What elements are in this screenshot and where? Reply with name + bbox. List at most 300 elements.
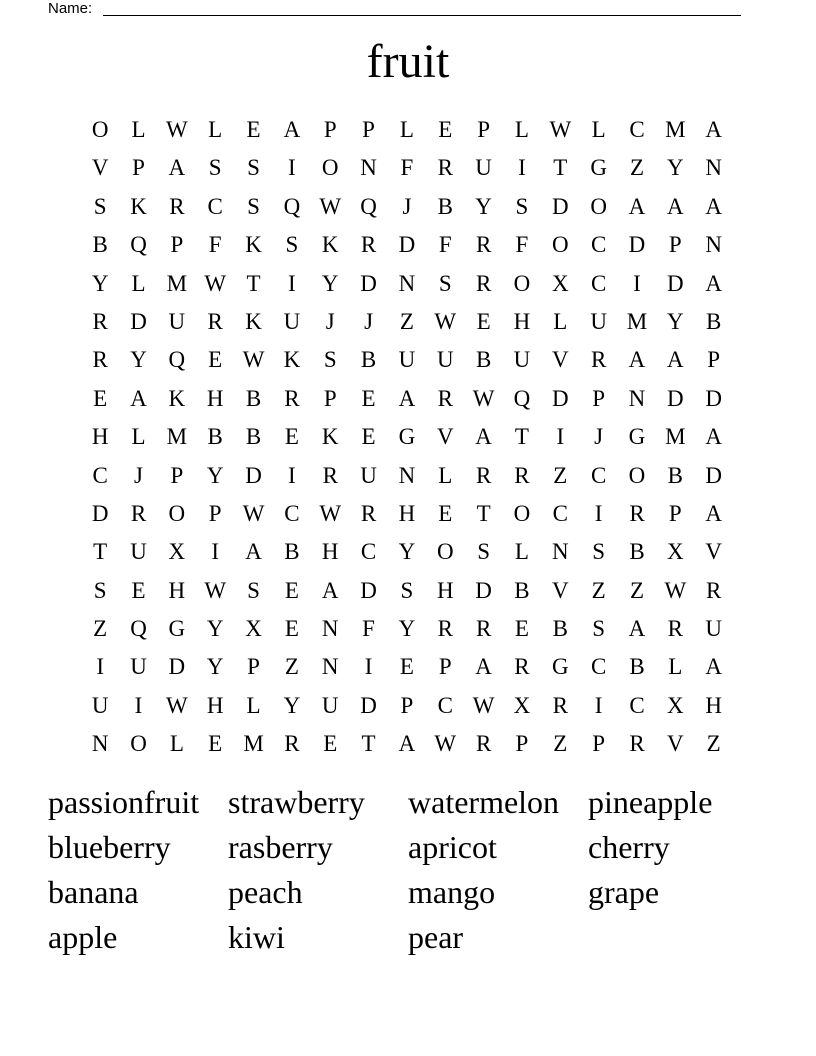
grid-letter: K	[130, 193, 147, 219]
word-list-item: cherry	[588, 829, 670, 865]
grid-letter: D	[551, 385, 569, 411]
grid-letter: H	[705, 692, 722, 718]
grid-letter: M	[166, 424, 188, 450]
grid-letter: P	[247, 654, 260, 680]
grid-letter: F	[400, 155, 414, 181]
grid-letter: A	[667, 347, 684, 373]
grid-letter: D	[628, 232, 646, 258]
grid-letter: Y	[475, 193, 492, 219]
grid-letter: W	[319, 500, 342, 526]
grid-letter: W	[664, 577, 687, 603]
grid-letter: Y	[321, 270, 339, 296]
grid-letter: L	[131, 270, 146, 296]
grid-letter: R	[475, 616, 492, 642]
grid-letter: S	[93, 193, 107, 219]
grid-letter: R	[437, 385, 453, 411]
grid-letter: L	[438, 462, 453, 488]
grid-letter: T	[514, 424, 529, 450]
grid-letter: D	[360, 692, 377, 718]
word-list-item: blueberry	[48, 829, 171, 865]
grid-letter: W	[434, 731, 457, 757]
grid-letter: P	[400, 692, 414, 718]
grid-letter: V	[91, 155, 109, 181]
word-list-item: pineapple	[588, 784, 713, 820]
grid-row	[81, 533, 733, 571]
grid-row	[81, 687, 733, 725]
grid-letter: D	[705, 385, 722, 411]
grid-letter: I	[211, 539, 220, 565]
grid-letter: D	[398, 232, 416, 258]
grid-letter: C	[629, 117, 645, 142]
grid-letter: X	[667, 692, 684, 718]
grid-letter: S	[93, 577, 107, 603]
grid-letter: P	[592, 731, 606, 757]
grid-letter: K	[321, 232, 339, 258]
grid-letter: B	[207, 424, 223, 450]
grid-letter: H	[321, 539, 339, 565]
grid-row	[81, 341, 733, 379]
grid-letter: F	[438, 232, 452, 258]
grid-letter: W	[166, 117, 188, 142]
grid-letter: N	[705, 232, 722, 258]
grid-letter: B	[92, 232, 108, 258]
grid-letter: A	[168, 155, 186, 181]
grid-letter: B	[706, 308, 722, 334]
grid-letter: B	[245, 385, 262, 411]
grid-letter: V	[667, 731, 684, 757]
grid-letter: V	[705, 539, 722, 565]
grid-letter: K	[168, 385, 186, 411]
grid-letter: P	[707, 347, 721, 373]
grid-letter: X	[513, 692, 531, 718]
grid-letter: H	[91, 424, 109, 450]
grid-letter: N	[91, 731, 109, 757]
word-list-item: banana	[48, 874, 139, 910]
grid-letter: S	[323, 347, 337, 373]
grid-letter: Y	[398, 539, 416, 565]
grid-letter: S	[592, 539, 606, 565]
grid-letter: B	[667, 462, 683, 488]
grid-letter: Y	[398, 616, 416, 642]
grid-row	[81, 610, 733, 648]
grid-letter: N	[398, 270, 416, 296]
grid-letter: K	[245, 232, 262, 258]
grid-letter: D	[91, 500, 109, 526]
grid-letter: Q	[130, 232, 147, 258]
grid-letter: A	[667, 193, 684, 219]
grid-letter: R	[590, 347, 607, 373]
grid-letter: R	[92, 308, 108, 334]
grid-letter: C	[207, 193, 223, 219]
grid-letter: A	[475, 654, 492, 680]
grid-letter: H	[206, 692, 224, 718]
grid-row	[81, 303, 733, 341]
grid-letter: I	[96, 654, 104, 680]
grid-letter: X	[667, 539, 684, 565]
grid-letter: U	[321, 692, 339, 718]
grid-letter: P	[170, 232, 184, 258]
grid-letter: A	[705, 500, 722, 526]
grid-letter: W	[204, 577, 227, 603]
grid-letter: A	[705, 270, 722, 296]
grid-letter: Y	[206, 462, 224, 488]
grid-letter: E	[284, 616, 299, 642]
grid-letter: P	[477, 117, 490, 142]
grid-letter: O	[130, 731, 147, 757]
word-list-item: watermelon	[408, 784, 560, 820]
grid-letter: K	[283, 347, 301, 373]
grid-letter: A	[321, 577, 339, 603]
grid-letter: U	[513, 347, 531, 373]
grid-letter: G	[398, 424, 416, 450]
grid-letter: U	[398, 347, 416, 373]
grid-letter: S	[208, 155, 222, 181]
grid-letter: Z	[629, 155, 645, 181]
grid-letter: O	[321, 155, 339, 181]
grid-letter: B	[284, 539, 300, 565]
grid-letter: P	[132, 155, 145, 181]
grid-letter: U	[168, 308, 186, 334]
grid-letter: C	[437, 692, 453, 718]
word-list-item: rasberry	[228, 829, 333, 865]
grid-letter: A	[398, 385, 416, 411]
grid-letter: B	[629, 654, 645, 680]
grid-row	[81, 648, 733, 686]
grid-row	[81, 111, 733, 149]
grid-letter: R	[706, 577, 722, 603]
grid-letter: I	[594, 692, 603, 718]
grid-row	[81, 226, 733, 264]
grid-letter: C	[590, 462, 607, 488]
grid-letter: R	[207, 308, 223, 334]
word-list-item: peach	[228, 874, 303, 910]
grid-letter: M	[166, 270, 188, 296]
grid-letter: I	[518, 155, 526, 181]
grid-letter: T	[361, 731, 376, 757]
grid-letter: E	[438, 500, 453, 526]
grid-letter: D	[245, 462, 262, 488]
grid-letter: W	[166, 692, 188, 718]
grid-letter: E	[323, 731, 338, 757]
grid-letter: J	[325, 308, 335, 334]
grid-letter: W	[242, 500, 265, 526]
grid-letter: I	[288, 270, 296, 296]
grid-letter: E	[284, 424, 299, 450]
grid-letter: R	[284, 731, 300, 757]
grid-letter: R	[360, 232, 377, 258]
word-list-item: apple	[48, 919, 118, 955]
grid-letter: N	[321, 654, 339, 680]
grid-row	[81, 188, 733, 226]
grid-letter: E	[131, 577, 146, 603]
grid-letter: Z	[553, 462, 568, 488]
grid-letter: O	[168, 500, 186, 526]
grid-row	[81, 149, 733, 187]
grid-letter: G	[551, 654, 569, 680]
grid-letter: Q	[360, 193, 377, 219]
grid-letter: U	[91, 692, 109, 718]
grid-letter: E	[476, 308, 491, 334]
grid-letter: P	[323, 117, 337, 142]
grid-letter: Q	[283, 193, 301, 219]
grid-letter: R	[629, 731, 645, 757]
grid-letter: S	[477, 539, 490, 565]
grid-letter: N	[705, 155, 722, 181]
grid-letter: C	[629, 692, 645, 718]
grid-letter: Y	[130, 347, 147, 373]
grid-letter: D	[667, 385, 684, 411]
grid-letter: V	[436, 424, 454, 450]
grid-letter: S	[515, 193, 529, 219]
grid-letter: Y	[206, 654, 224, 680]
grid-letter: R	[284, 385, 300, 411]
grid-letter: U	[283, 308, 301, 334]
grid-letter: E	[208, 731, 223, 757]
grid-letter: I	[288, 155, 296, 181]
grid-letter: R	[360, 500, 377, 526]
grid-letter: L	[246, 692, 261, 718]
grid-letter: A	[628, 193, 646, 219]
grid-letter: L	[591, 117, 606, 142]
grid-letter: D	[667, 270, 684, 296]
grid-letter: W	[242, 347, 265, 373]
grid-letter: Y	[206, 616, 224, 642]
grid-letter: E	[514, 616, 529, 642]
grid-letter: R	[130, 500, 147, 526]
grid-letter: H	[436, 577, 454, 603]
grid-letter: Q	[513, 385, 531, 411]
grid-letter: D	[475, 577, 492, 603]
grid-letter: H	[398, 500, 416, 526]
grid-letter: A	[398, 731, 416, 757]
grid-letter: J	[364, 308, 374, 334]
grid-letter: E	[284, 577, 299, 603]
grid-letter: B	[514, 577, 530, 603]
word-list-item: passionfruit	[48, 784, 200, 820]
grid-letter: G	[628, 424, 646, 450]
grid-letter: Z	[553, 731, 568, 757]
grid-letter: A	[705, 193, 722, 219]
grid-letter: V	[551, 347, 569, 373]
grid-letter: L	[131, 117, 146, 142]
word-list-item: pear	[408, 919, 464, 955]
grid-letter: A	[705, 117, 722, 142]
grid-letter: W	[319, 193, 342, 219]
grid-letter: I	[556, 424, 565, 450]
grid-letter: S	[592, 616, 606, 642]
grid-letter: L	[514, 539, 529, 565]
grid-letter: O	[436, 539, 454, 565]
grid-letter: W	[204, 270, 227, 296]
grid-letter: P	[668, 500, 682, 526]
grid-row	[81, 457, 733, 495]
grid-letter: U	[705, 616, 722, 642]
grid-letter: U	[590, 308, 607, 334]
page-title: fruit	[366, 35, 450, 88]
grid-row	[81, 572, 733, 610]
grid-letter: R	[92, 347, 108, 373]
grid-letter: L	[668, 654, 683, 680]
grid-letter: M	[626, 308, 648, 334]
grid-letter: L	[553, 308, 568, 334]
word-list	[48, 780, 768, 960]
grid-letter: R	[629, 500, 645, 526]
grid-letter: R	[169, 193, 185, 219]
grid-letter: D	[360, 270, 377, 296]
grid-letter: R	[475, 232, 492, 258]
grid-letter: S	[247, 155, 260, 181]
grid-letter: W	[434, 308, 457, 334]
grid-letter: R	[322, 462, 338, 488]
grid-letter: C	[552, 500, 568, 526]
grid-letter: D	[705, 462, 722, 488]
grid-letter: E	[361, 424, 376, 450]
grid-letter: N	[628, 385, 646, 411]
grid-letter: E	[361, 385, 376, 411]
grid-letter: C	[590, 270, 607, 296]
grid-letter: W	[472, 692, 495, 718]
grid-letter: Z	[629, 577, 645, 603]
grid-letter: E	[438, 117, 453, 142]
grid-letter: F	[515, 232, 529, 258]
grid-letter: B	[437, 193, 453, 219]
grid-letter: P	[208, 500, 222, 526]
grid-letter: S	[285, 232, 299, 258]
grid-letter: C	[590, 232, 607, 258]
grid-letter: R	[514, 654, 530, 680]
grid-letter: P	[170, 462, 184, 488]
grid-letter: N	[321, 616, 339, 642]
grid-letter: R	[552, 692, 568, 718]
grid-letter: R	[667, 616, 683, 642]
grid-letter: Y	[91, 270, 109, 296]
grid-letter: J	[402, 193, 412, 219]
grid-letter: R	[437, 616, 453, 642]
grid-letter: J	[594, 424, 604, 450]
grid-letter: U	[130, 654, 147, 680]
grid-letter: K	[321, 424, 339, 450]
grid-letter: X	[245, 616, 262, 642]
grid-letter: X	[551, 270, 569, 296]
grid-letter: R	[475, 731, 492, 757]
grid-letter: B	[360, 347, 377, 373]
grid-letter: B	[475, 347, 492, 373]
grid-letter: M	[243, 731, 264, 757]
word-list-item: grape	[588, 874, 660, 910]
grid-letter: L	[399, 117, 414, 142]
grid-letter: O	[551, 232, 569, 258]
grid-letter: J	[134, 462, 143, 488]
grid-letter: S	[438, 270, 452, 296]
grid-letter: F	[362, 616, 375, 642]
grid-letter: S	[247, 193, 260, 219]
grid-letter: I	[134, 692, 143, 718]
grid-row	[81, 380, 733, 418]
grid-letter: I	[633, 270, 641, 296]
grid-letter: T	[476, 500, 491, 526]
grid-letter: V	[551, 577, 569, 603]
grid-letter: L	[208, 117, 223, 142]
grid-letter: Z	[284, 654, 299, 680]
grid-letter: I	[594, 500, 603, 526]
word-search-grid	[81, 111, 733, 764]
grid-letter: F	[208, 232, 222, 258]
grid-letter: D	[130, 308, 147, 334]
word-list-item: strawberry	[228, 784, 365, 820]
grid-letter: Z	[93, 616, 108, 642]
grid-letter: B	[245, 424, 262, 450]
grid-letter: M	[665, 117, 686, 142]
grid-letter: L	[131, 424, 146, 450]
word-list-item: kiwi	[228, 919, 285, 955]
grid-letter: M	[665, 424, 686, 450]
grid-letter: H	[206, 385, 224, 411]
grid-letter: R	[514, 462, 530, 488]
grid-row	[81, 418, 733, 456]
word-list-item: mango	[408, 874, 496, 910]
grid-letter: N	[360, 155, 377, 181]
grid-letter: T	[246, 270, 261, 296]
grid-letter: L	[514, 117, 529, 142]
grid-letter: I	[288, 462, 296, 488]
grid-letter: E	[93, 385, 108, 411]
grid-letter: Z	[706, 731, 721, 757]
grid-letter: H	[168, 577, 186, 603]
grid-letter: E	[208, 347, 223, 373]
grid-letter: R	[437, 155, 453, 181]
grid-letter: O	[91, 117, 109, 142]
grid-letter: C	[284, 500, 300, 526]
grid-letter: L	[169, 731, 184, 757]
grid-letter: U	[436, 347, 454, 373]
grid-letter: P	[362, 117, 375, 142]
grid-letter: A	[475, 424, 492, 450]
grid-letter: Z	[399, 308, 414, 334]
grid-letter: S	[400, 577, 414, 603]
word-list-item: apricot	[408, 829, 497, 865]
grid-row	[81, 495, 733, 533]
grid-letter: Y	[283, 692, 301, 718]
grid-row	[81, 265, 733, 303]
grid-letter: A	[628, 347, 646, 373]
grid-letter: O	[513, 270, 531, 296]
name-label: Name:	[48, 0, 93, 17]
grid-letter: N	[398, 462, 416, 488]
grid-letter: A	[130, 385, 147, 411]
grid-letter: O	[513, 500, 531, 526]
grid-letter: Y	[667, 308, 684, 334]
grid-letter: Y	[667, 155, 684, 181]
grid-letter: A	[705, 654, 722, 680]
grid-letter: W	[549, 117, 572, 142]
grid-letter: D	[551, 193, 569, 219]
grid-letter: A	[245, 539, 262, 565]
grid-letter: O	[628, 462, 646, 488]
grid-letter: T	[93, 539, 108, 565]
grid-letter: A	[628, 616, 646, 642]
grid-letter: E	[399, 654, 414, 680]
grid-letter: K	[245, 308, 262, 334]
grid-letter: Q	[130, 616, 147, 642]
grid-letter: P	[323, 385, 337, 411]
grid-letter: W	[472, 385, 495, 411]
grid-letter: C	[590, 654, 607, 680]
grid-letter: X	[168, 539, 186, 565]
grid-row	[81, 725, 733, 763]
grid-letter: T	[553, 155, 568, 181]
grid-letter: G	[168, 616, 186, 642]
grid-letter: G	[590, 155, 607, 181]
